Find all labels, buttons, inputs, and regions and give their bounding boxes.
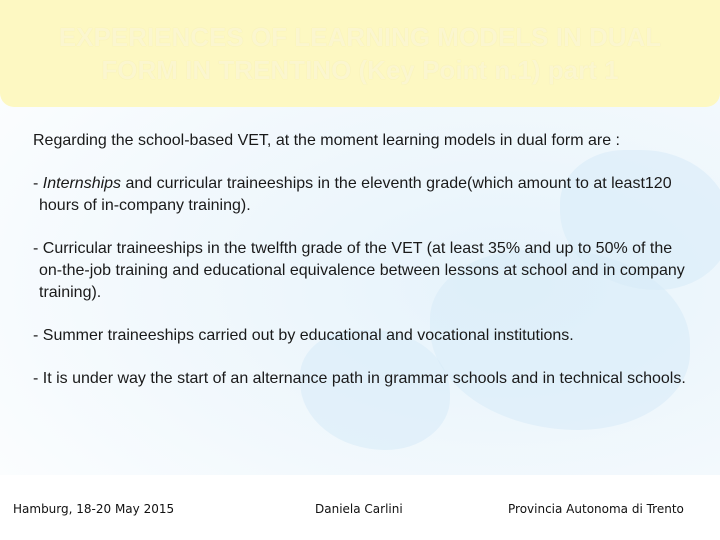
footer-organization: Provincia Autonoma di Trento — [508, 502, 684, 516]
bullet-alternance: - It is under way the start of an alternance path in grammar schools and in technical schools. — [33, 370, 686, 387]
bullet-twelfth-grade: - Curricular traineeships in the twelfth grade of the VET (at least 35% and up to 50% of the on-the-job training and educational equivalence between lessons at school and in company training). — [33, 240, 685, 301]
bullet-italic-term: Internships — [42, 175, 122, 192]
slide-footer — [0, 475, 720, 540]
intro-paragraph: Regarding the school-based VET, at the moment learning models in dual form are : — [33, 132, 620, 149]
slide-content — [33, 130, 693, 411]
footer-event: Hamburg, 18-20 May 2015 — [13, 502, 175, 516]
title-banner — [0, 0, 720, 107]
bullet-dash: - — [33, 175, 43, 192]
bullet-summer: - Summer traineeships carried out by educational and vocational institutions. — [33, 327, 574, 344]
bullet-text: and curricular traineeships in the eleventh grade(which amount to at least120 hours of in-company training). — [39, 175, 672, 214]
slide-title: EXPERIENCES OF LEARNING MODELS IN DUAL FORM IN TRENTINO (Key Point n.1) part 1 — [58, 21, 662, 85]
footer-author: Daniela Carlini — [315, 502, 403, 516]
bullet-internships — [33, 173, 693, 217]
